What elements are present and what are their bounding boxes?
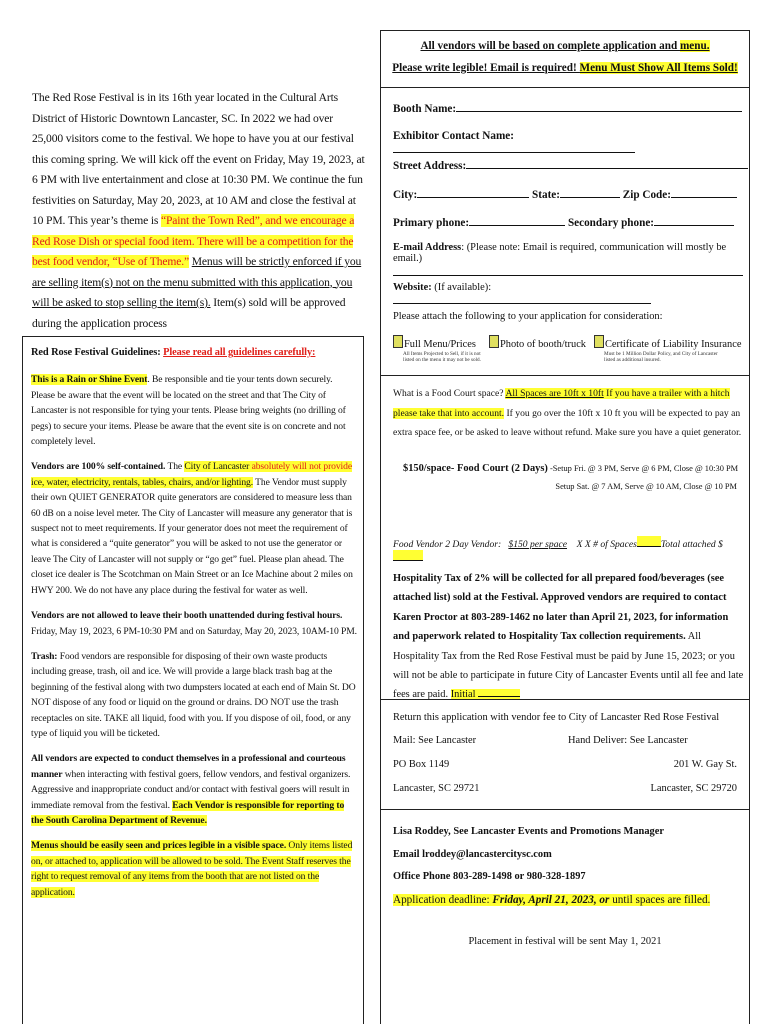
attach-instructions: Please attach the following to your application for consideration: xyxy=(393,311,663,322)
court-trailer: If you have a trailer with a hitch please take that into account. xyxy=(393,388,730,419)
street-line[interactable] xyxy=(466,158,748,169)
guidelines-box xyxy=(22,336,364,1024)
zip-line[interactable] xyxy=(671,187,737,198)
menus-enforced-note: Menus will be strictly enforced if you are selling item(s) not on the menu submitted with this application, you will be asked to stop selling the item(s). xyxy=(32,255,362,309)
application-form xyxy=(380,30,750,1024)
notice-2-hl: Menu Must Show All Items Sold! xyxy=(579,62,738,74)
trash-paragraph xyxy=(31,649,357,741)
rain-highlight: This is a Rain or Shine Event xyxy=(31,374,148,386)
tax-text: All Hospitality Tax from the Red Rose Festival must be paid by June 15, 2023; or you will not be able to participate in future City of Lancaster Events until all fee and late fees are paid. xyxy=(393,631,744,701)
booth-line[interactable] xyxy=(456,101,742,112)
hand-address-2: 201 W. Gay St. xyxy=(673,759,737,770)
att-menu-note: All Items Projected to Sell, if it is not listed on the menu it may not be sold. xyxy=(403,351,481,363)
intro-tail: Item(s) sold will be approved during the application process xyxy=(32,296,346,330)
mail-address-2: PO Box 1149 xyxy=(393,759,450,770)
city-line[interactable] xyxy=(417,187,529,198)
menus-paragraph xyxy=(31,838,357,900)
contact-phone: Office Phone 803-289-1498 or 980-328-1897 xyxy=(393,871,586,882)
divider xyxy=(381,809,749,810)
state-line[interactable] xyxy=(560,187,620,198)
contact-email[interactable]: Email lroddey@lancastercitysc.com xyxy=(393,849,552,860)
exhibitor-line[interactable] xyxy=(393,142,635,153)
contact-name: Lisa Roddey, See Lancaster Events and Promotions Manager xyxy=(393,826,664,837)
self-hl-a: City of Lancaster xyxy=(184,461,252,473)
fv-spaces: X # of Spaces xyxy=(584,539,637,550)
mail-address-1: Mail: See Lancaster xyxy=(393,735,477,746)
self-contained-paragraph xyxy=(31,459,357,598)
notice-1-text: All vendors will be based on complete application and xyxy=(420,40,680,52)
city-label: City: xyxy=(393,189,418,201)
exhibitor-label: Exhibitor Contact Name: xyxy=(393,130,514,142)
exhibitor-field[interactable] xyxy=(393,130,749,156)
primary-label: Primary phone: xyxy=(393,217,470,229)
price-label: $150/space- Food Court (2 Days) xyxy=(403,463,548,474)
hand-address-1: Hand Deliver: See Lancaster xyxy=(568,735,688,746)
menus-highlight xyxy=(31,840,352,897)
checkbox-insurance[interactable] xyxy=(594,335,604,348)
attach-insurance[interactable] xyxy=(594,335,744,363)
initial-line[interactable] xyxy=(478,686,520,697)
divider xyxy=(381,375,749,376)
deadline-tail: until spaces are filled. xyxy=(609,894,711,906)
conduct-highlight: Each Vendor is responsible for reporting to the South Carolina Department of Revenue. xyxy=(31,799,345,826)
form-notice-1 xyxy=(381,40,749,52)
conduct-bold: All vendors are expected to conduct themselves in a professional and courteous manner xyxy=(31,753,346,780)
attach-menu[interactable] xyxy=(393,335,493,363)
self-contained-bold: Vendors are 100% self-contained. xyxy=(31,461,166,473)
self-hl-red: absolutely will not provide xyxy=(251,461,352,473)
menus-bold: Menus should be easily seen and prices legible in a visible space. xyxy=(31,840,287,852)
court-size: All Spaces are 10ft x 10ft xyxy=(505,388,604,399)
setup-fri: -Setup Fri. @ 3 PM, Serve @ 6 PM, Close @ 10:30 PM xyxy=(547,464,739,473)
attach-photo[interactable] xyxy=(489,335,586,350)
court-text: If you go over the 10ft x 10 ft you will be expected to pay an extra space fee, or be asked to leave without refund. Make sure you have a quiet generator. xyxy=(393,407,742,438)
menus-text: Only items listed on, or attached to, application will be allowed to be sold. The Event Staff reserves the right to request removal of any items from the booth that are not listed on the application. xyxy=(31,840,353,898)
application-deadline xyxy=(393,894,710,906)
intro-text: The Red Rose Festival is in its 16th year located in the Cultural Arts District of Historic Downtown Lancaster, SC. In 2022 we had over 25,000 visitors come to the festival. We hope to have you at our festival this coming spring. We will kick off the event on Friday, May 19, 2023, at 6 PM with live entertainment and close at 10:30 PM. We continue the fun festivities on Saturday, May 20, 2023, at 10 AM and close the festival at 10 PM. This year’s theme is xyxy=(32,91,365,227)
street-field[interactable] xyxy=(393,158,748,172)
phone-row[interactable] xyxy=(393,215,734,229)
total-line[interactable] xyxy=(393,550,423,561)
self-text-1: The xyxy=(165,461,185,473)
leave-text: Friday, May 19, 2023, 6 PM-10:30 PM and on Saturday, May 20, 2023, 10AM-10 PM. xyxy=(31,625,357,637)
guidelines-heading xyxy=(31,345,357,360)
theme-highlight: “Paint the Town Red”, and we encourage a Red Rose Dish or special food item. There will be a competition for the best food vendor, “Use of Theme.” xyxy=(32,214,355,268)
checkbox-photo[interactable] xyxy=(489,335,499,348)
trash-bold: Trash: xyxy=(31,650,58,662)
tax-bold: Hospitality Tax of 2% will be collected for all prepared food/beverages (see attached list) sold at the Festival. Approved vendors are required to contact Karen Proctor at 803-289-1462 no later than April 21, 2023, for information and paperwork related to Hospitality Tax collection requirements. xyxy=(393,573,729,643)
booth-name-field[interactable] xyxy=(393,101,742,115)
guidelines-title: Red Rose Festival Guidelines: xyxy=(31,347,164,358)
mail-address-3: Lancaster, SC 29721 xyxy=(393,783,480,794)
form-notice-2 xyxy=(381,62,749,74)
email-note: : (Please note: Email is required, communication will mostly be email.) xyxy=(393,242,727,264)
deadline-date: Friday, April 21, 2023, or xyxy=(492,894,610,906)
placement-note: Placement in festival will be sent May 1, 2021 xyxy=(468,936,662,947)
conduct-paragraph xyxy=(31,751,357,828)
guidelines-warning: Please read all guidelines carefully: xyxy=(163,347,316,358)
leave-paragraph xyxy=(31,608,357,639)
fv-total: Total attached $ xyxy=(660,539,723,550)
notice-1-hl: menu. xyxy=(679,40,710,52)
secondary-line[interactable] xyxy=(654,215,734,226)
self-hl-b: ice, water, electricity, rentals, tables, chairs, and/or lighting. xyxy=(31,476,254,488)
return-instructions: Return this application with vendor fee to City of Lancaster Red Rose Festival xyxy=(393,712,720,723)
hospitality-tax-paragraph xyxy=(393,569,745,705)
att-photo-label: Photo of booth/truck xyxy=(500,339,587,350)
deadline-label: Application deadline: xyxy=(393,894,493,906)
att-menu-label: Full Menu/Prices xyxy=(404,339,476,350)
att-insurance-label: Certificate of Liability Insurance xyxy=(605,339,742,350)
city-state-zip-row[interactable] xyxy=(393,187,737,201)
spaces-line[interactable] xyxy=(637,536,661,547)
vendor-fee-row[interactable]: Food Vendor 2 Day Vendor: $150 per space X X # of Spaces Total attached $ xyxy=(393,536,743,564)
email-label: E-mail Address xyxy=(393,242,462,253)
zip-label: Zip Code: xyxy=(622,189,671,201)
website-line[interactable] xyxy=(393,293,651,304)
booth-label: Booth Name: xyxy=(393,103,457,115)
notice-2-text: Please write legible! Email is required! xyxy=(392,62,580,74)
website-field[interactable] xyxy=(393,282,749,307)
price-line xyxy=(403,463,743,474)
street-label: Street Address: xyxy=(393,160,467,172)
secondary-label: Secondary phone: xyxy=(567,217,655,229)
website-label: Website: xyxy=(393,282,432,293)
fv-label: Food Vendor 2 Day Vendor: xyxy=(393,539,502,550)
rain-paragraph xyxy=(31,372,357,449)
email-line[interactable] xyxy=(393,275,743,276)
state-label: State: xyxy=(532,189,560,201)
leave-bold: Vendors are not allowed to leave their booth unattended during festival hours. xyxy=(31,610,343,622)
att-insurance-note: Must be 1 Million Dollar Policy, and City of Lancaster listed as additional insured. xyxy=(604,351,718,363)
court-question: What is a Food Court space? xyxy=(393,388,506,399)
primary-line[interactable] xyxy=(469,215,565,226)
food-court-paragraph xyxy=(393,384,743,443)
checkbox-menu[interactable] xyxy=(393,335,403,348)
rain-text: . Be responsible and tie your tents down securely. Please be aware that the event will be located on the street and that The City of Lancaster is not responsible for tying your tents. Please bring weights (no drilling of pegs) to secure your items. Please be aware that the event site is on concrete and not completely level. xyxy=(31,374,346,448)
divider xyxy=(381,87,749,88)
fv-price: $150 per space xyxy=(508,539,568,550)
setup-sat: Setup Sat. @ 7 AM, Serve @ 10 AM, Close @ 10 PM xyxy=(555,482,737,491)
conduct-text: when interacting with festival goers, fellow vendors, and festival organizers. Aggressive and inappropriate conduct and/or contact with festival goers will result in immediate removal from the festival. xyxy=(31,768,351,811)
email-field[interactable] xyxy=(393,242,743,264)
trash-text: Food vendors are responsible for disposing of their own waste products including grease, trash, oil and ice. We will provide a large black trash bag at the beginning of the festival along with two dumpsters located at each end of Main St. DO NOT dispose of any food or liquid on the ground or drains. DO NOT use the trash receptacles on site. TAKE all liquid, food with you. If you dispose of oil, food, or any type of liquid you will be ticketed. xyxy=(31,650,356,739)
divider xyxy=(381,699,749,700)
intro-paragraph xyxy=(32,88,366,334)
hand-address-3: Lancaster, SC 29720 xyxy=(650,783,737,794)
website-note: (If available): xyxy=(431,282,492,293)
self-text-2: The Vendor must supply their own QUIET GENERATOR quite generators are considered to measure less than 60 dB on a noise level meter. The City of Lancaster will measure any generator that is suspect not to meet requirements. If your generator does not meet the requirement of what is considered a “quite generator” you will be asked to not use the generator or leave The City of Lancaster will not supply or “go get” fuel. Please plan ahead. The closet ice dealer is The Scotchman on Main Street or an Ice Machine about 2 miles on HWY 200. We do not have any place during the festival for water as well. xyxy=(31,476,353,596)
initial-label: Initial xyxy=(450,689,479,701)
